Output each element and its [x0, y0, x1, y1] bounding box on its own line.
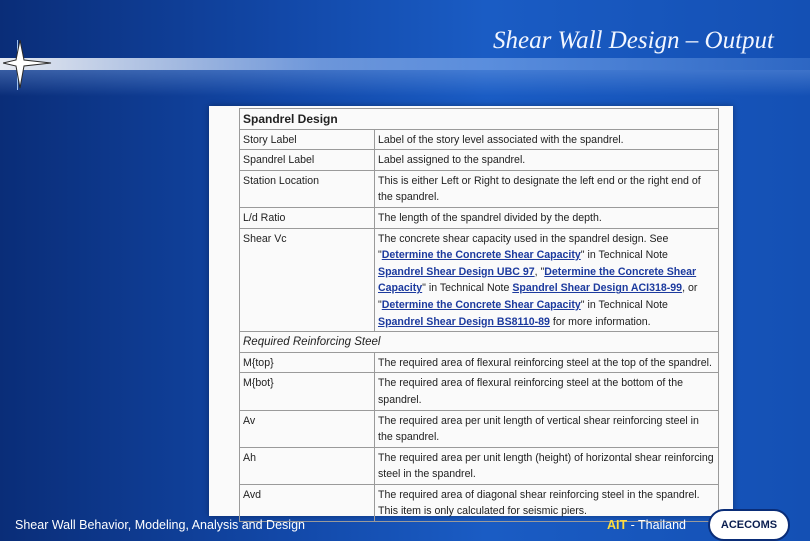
row-label: Station Location	[240, 170, 375, 207]
row-label: Ah	[240, 447, 375, 484]
row-description: Label of the story level associated with the spandrel.	[375, 129, 719, 150]
row-description: The required area per unit length of vertical shear reinforcing steel in the spandrel.	[375, 410, 719, 447]
footer-course-title: Shear Wall Behavior, Modeling, Analysis and Design	[15, 518, 305, 532]
acecoms-logo-badge: ACECOMS	[708, 509, 790, 541]
desc-text: " in Technical Note	[422, 282, 513, 295]
footer-ait-country: - Thailand	[627, 518, 686, 532]
row-label: M{bot}	[240, 373, 375, 410]
link-concrete-shear-capacity[interactable]: Determine the Concrete Shear Capacity	[381, 298, 581, 311]
header-glow-shadow	[0, 70, 810, 96]
row-label: L/d Ratio	[240, 207, 375, 228]
table-heading: Spandrel Design	[240, 109, 719, 130]
row-description: The length of the spandrel divided by the depth.	[375, 207, 719, 228]
table-subheader-row	[240, 332, 719, 353]
desc-text: , or "	[378, 282, 698, 311]
table-subheading: Required Reinforcing Steel	[240, 332, 719, 353]
table-row	[240, 410, 719, 447]
row-label: Avd	[240, 484, 375, 521]
row-description: The required area of diagonal shear reinforcing steel in the spandrel. This item is only calculated for seismic piers.	[375, 484, 719, 521]
row-label: Av	[240, 410, 375, 447]
desc-text: , "	[534, 265, 545, 278]
header-glow-band	[0, 58, 810, 70]
row-description: The required area per unit length (height) of horizontal shear reinforcing steel in the spandrel.	[375, 447, 719, 484]
desc-text: for more information.	[549, 315, 651, 328]
row-label: Story Label	[240, 129, 375, 150]
row-label: Shear Vc	[240, 228, 375, 332]
spandrel-design-table	[239, 108, 719, 522]
desc-text: " in Technical Note	[580, 298, 668, 311]
footer-institution	[607, 518, 686, 532]
link-spandrel-bs8110[interactable]: Spandrel Shear Design BS8110-89	[378, 315, 550, 328]
row-description	[375, 228, 719, 332]
slide-title: Shear Wall Design – Output	[492, 27, 774, 54]
row-description: This is either Left or Right to designate the left end or the right end of the spandrel.	[375, 170, 719, 207]
table-header-row	[240, 109, 719, 130]
table-row	[240, 447, 719, 484]
link-spandrel-aci318[interactable]: Spandrel Shear Design ACI318-99	[512, 282, 683, 295]
table-row-shear-vc	[240, 228, 719, 332]
link-concrete-shear-capacity[interactable]: Determine the Concrete Shear Capacity	[381, 249, 581, 262]
table-row	[240, 207, 719, 228]
footer-ait-bold: AIT	[607, 518, 628, 532]
table-row	[240, 150, 719, 171]
table-row	[240, 129, 719, 150]
table-row	[240, 352, 719, 373]
link-spandrel-ubc97[interactable]: Spandrel Shear Design UBC 97	[378, 265, 535, 278]
desc-text: The concrete shear capacity used in the spandrel design. See "	[378, 232, 669, 262]
document-screenshot	[209, 106, 733, 516]
row-description: Label assigned to the spandrel.	[375, 150, 719, 171]
table-row	[240, 484, 719, 521]
row-label: Spandrel Label	[240, 150, 375, 171]
row-description: The required area of flexural reinforcing steel at the top of the spandrel.	[375, 352, 719, 373]
row-description: The required area of flexural reinforcing steel at the bottom of the spandrel.	[375, 373, 719, 410]
desc-text: " in Technical Note	[580, 249, 668, 262]
table-row	[240, 373, 719, 410]
link-concrete-shear-capacity[interactable]: Determine the Concrete Shear Capacity	[378, 265, 697, 295]
row-label: M{top}	[240, 352, 375, 373]
sparkle-star-icon	[3, 40, 53, 90]
table-row	[240, 170, 719, 207]
